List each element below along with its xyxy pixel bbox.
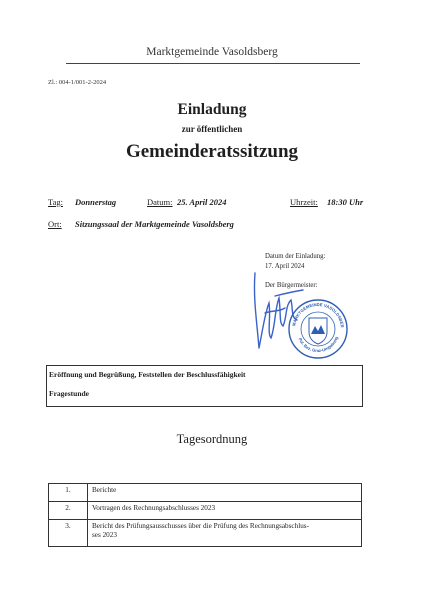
invitation-date-value: 17. April 2024 — [265, 262, 305, 270]
letterhead-municipality: Marktgemeinde Vasoldsberg — [146, 46, 278, 58]
place-label: Ort: — [48, 219, 62, 229]
agenda-item-text — [88, 520, 362, 547]
place-value: Sitzungssaal der Marktgemeinde Vasoldsberg — [75, 219, 234, 229]
agenda-item-number: 2. — [49, 502, 88, 520]
table-row — [49, 520, 362, 547]
svg-text:MARKTGEMEINDE VASOLDSBERG: MARKTGEMEINDE VASOLDSBER — [291, 301, 345, 328]
reference-number: Zl.: 004-1/001-2-2024 — [48, 79, 107, 86]
invitation-date-label: Datum der Einladung: — [265, 253, 326, 260]
document-subtitle: zur öffentlichen — [181, 124, 243, 134]
document-title: Einladung — [177, 101, 247, 118]
svg-text:Pol. Bez. Graz-Umgebung: Pol. Bez. Graz-Umgebung — [297, 335, 340, 354]
table-row — [49, 502, 362, 520]
opening-item-1: Eröffnung und Begrüßung, Feststellen der Beschlussfähigkeit — [49, 370, 246, 379]
agenda-item-number: 3. — [49, 520, 88, 547]
table-row — [49, 484, 362, 502]
agenda-item-text-line2: ses 2023 — [92, 531, 117, 539]
mayor-label: Der Bürgermeister: — [265, 282, 318, 289]
letterhead-divider — [66, 63, 360, 64]
municipality-seal — [287, 298, 349, 360]
agenda-heading: Tagesordnung — [176, 432, 248, 446]
agenda-item-number: 1. — [49, 484, 88, 502]
agenda-item-text: Vortragen des Rechnungsabschlusses 2023 — [88, 502, 362, 520]
agenda-item-text: Berichte — [88, 484, 362, 502]
agenda-table — [48, 483, 362, 547]
time-label: Uhrzeit: — [290, 197, 318, 207]
day-value: Donnerstag — [75, 197, 117, 207]
time-value: 18:30 Uhr — [327, 197, 364, 207]
opening-item-2: Fragestunde — [49, 389, 89, 398]
date-value: 25. April 2024 — [177, 197, 227, 207]
agenda-item-text-line1: Bericht des Prüfungsausschusses über die Prüfung des Rechnungsabschlus- — [92, 522, 309, 530]
date-label: Datum: — [147, 197, 173, 207]
day-label: Tag: — [48, 197, 63, 207]
document-heading: Gemeinderatssitzung — [125, 141, 299, 162]
